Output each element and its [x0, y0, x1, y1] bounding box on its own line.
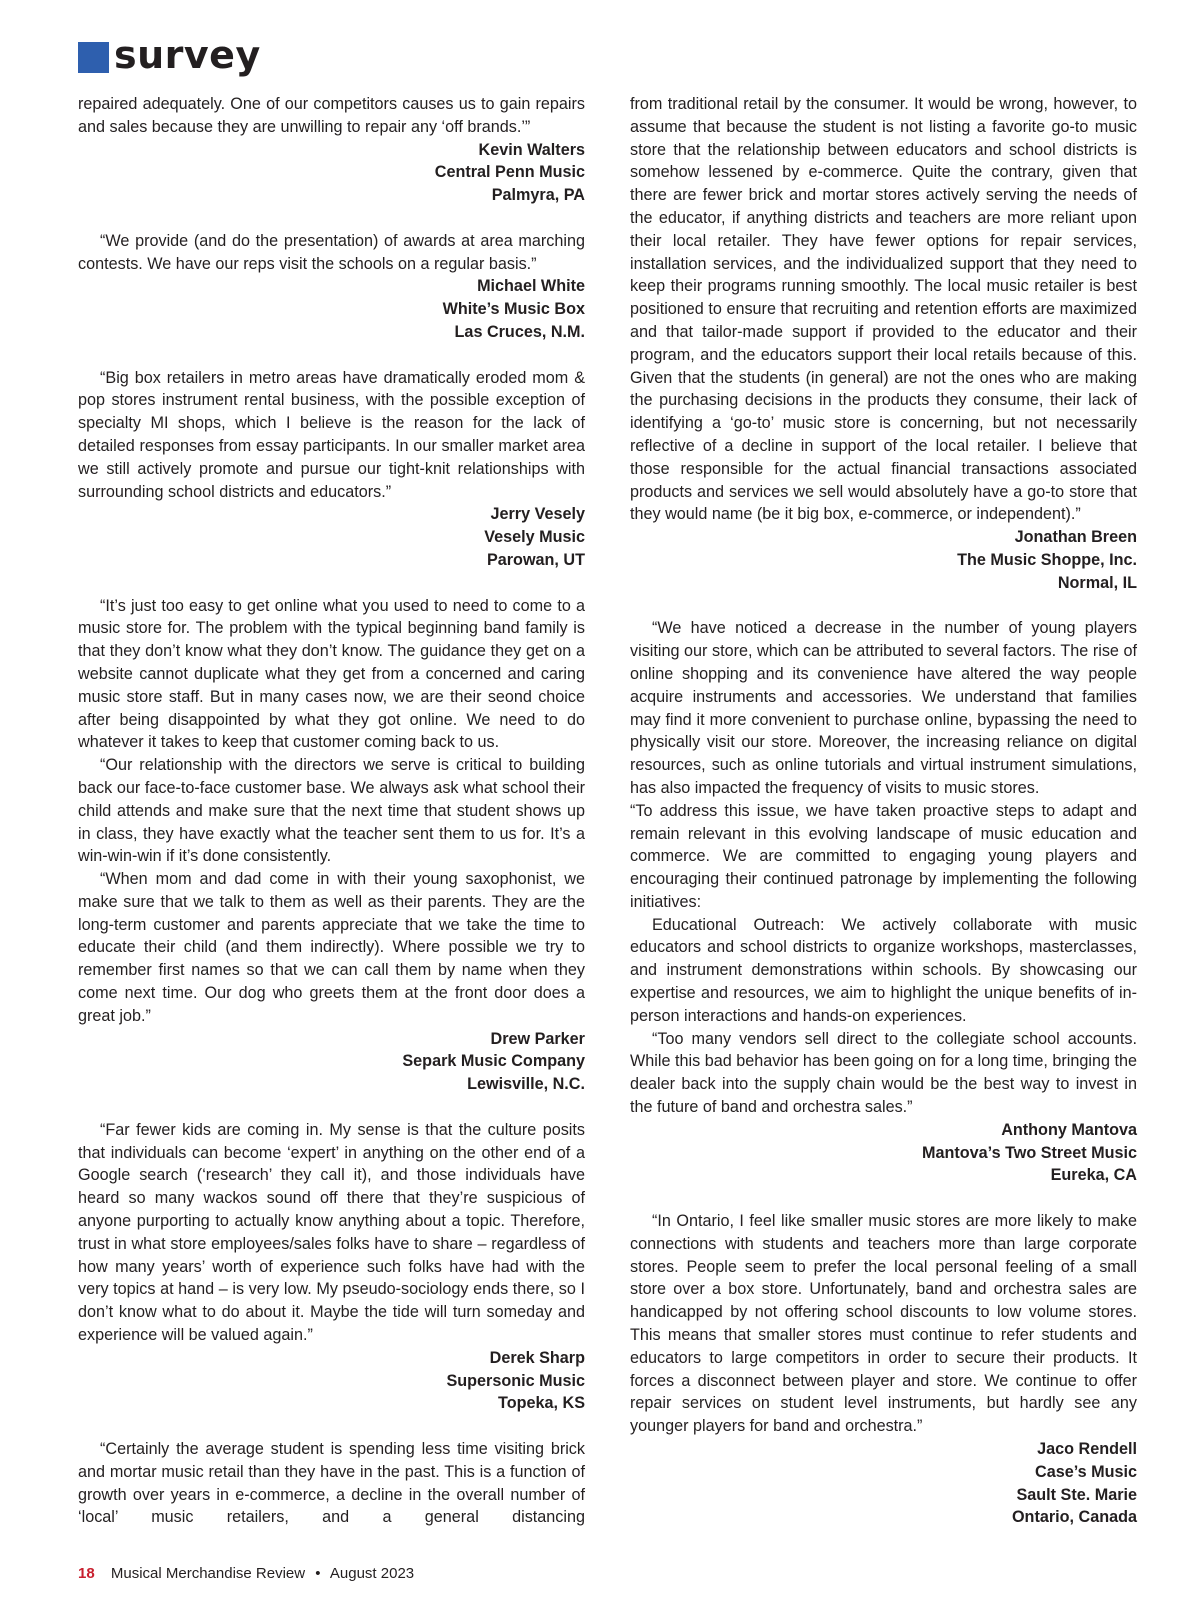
footer-separator: • [315, 1565, 321, 1582]
signature-location: Eureka, CA [1050, 1166, 1137, 1185]
signature-name: Jerry Vesely [490, 505, 585, 524]
signature-location: Ontario, Canada [1011, 1508, 1137, 1527]
signature-name: Kevin Walters [478, 140, 585, 159]
paragraph: “Big box retailers in metro areas have dramatically eroded mom & pop stores instrument rental business, with the possible exception of specialty MI shops, which I believe is the reason for the lack of detailed responses from essay participants. In our smaller market area we still actively promote and pursue our tight-knit relationships with surrounding school districts and educators.” [78, 368, 585, 501]
signature-name: Michael White [477, 277, 585, 296]
paragraph: repaired adequately. One of our competitors causes us to gain repairs and sales because they are unwilling to repair any ‘off brands.’” [78, 95, 585, 136]
signature-michael-white [78, 275, 585, 343]
paragraph: “Our relationship with the directors we serve is critical to building back our face-to-face customer base. We always ask what school their child attends and make sure that the next time that student shows up in class, they have exactly what the teacher sent them to us for. It’s a win-win-win if it’s done consistently. [78, 756, 585, 866]
paragraph: “In Ontario, I feel like smaller music stores are more likely to make connections with students and teachers more than large corporate stores. People seem to prefer the local personal feeling of a small store over a box store. Unfortunately, band and orchestra sales are handicapped by not offering school discounts to low volume stores. This means that smaller stores must continue to refer students and educators to large competitors in order to secure their products. It forces a disconnect between player and store. We continue to offer repair services on student level instruments, but hardly see any younger players for band and orchestra.” [630, 1212, 1137, 1436]
signature-jonathan-breen [630, 526, 1137, 594]
signature-name: Anthony Mantova [1001, 1120, 1137, 1139]
signature-location: Palmyra, PA [491, 186, 585, 205]
signature-company: The Music Shoppe, Inc. [957, 550, 1137, 569]
signature-derek-sharp [78, 1347, 585, 1415]
paragraph: “Far fewer kids are coming in. My sense is that the culture posits that individuals can become ‘expert’ in anything on the other end of a Google search (‘research’ they call it), and those individuals have heard so many wackos sound off there that they’re suspicious of anyone purporting to actually know anything about a topic. Therefore, trust in what store employees/sales folks have to share – regardless of how many years’ worth of experience such folks have had with the very topics at hand – is very low. My pseudo-sociology ends there, so I don’t know what to do about it. Maybe the tide will turn someday and experience will be valued again.” [78, 1120, 585, 1345]
issue-date: August 2023 [329, 1565, 415, 1582]
publication-name: Musical Merchandise Review [110, 1565, 306, 1582]
right-column [630, 93, 1137, 1529]
section-title: survey [114, 33, 261, 77]
paragraph: “We provide (and do the presentation) of awards at area marching contests. We have our reps visit the schools on a regular basis.” [78, 231, 585, 273]
paragraph: “To address this issue, we have taken proactive steps to adapt and remain relevant in this evolving landscape of music education and commerce. We are committed to engaging young players and encouraging their continued patronage by implementing the following initiatives: [630, 801, 1137, 911]
signature-company: Central Penn Music [434, 163, 585, 182]
signature-company: Mantova’s Two Street Music [922, 1143, 1137, 1162]
paragraph: “Certainly the average student is spending less time visiting brick and mortar music retail than they have in the past. This is a function of growth over years in e-commerce, a decline in the overall number of ‘local’ music retailers, and a general distancing [78, 1440, 585, 1527]
signature-location: Normal, IL [1057, 573, 1137, 592]
signature-location: Lewisville, N.C. [467, 1075, 585, 1094]
signature-jerry-vesely [78, 503, 585, 571]
signature-name: Jonathan Breen [1014, 528, 1137, 547]
left-column [78, 93, 585, 1529]
signature-company: Supersonic Music [446, 1371, 585, 1390]
signature-company: Vesely Music [484, 528, 585, 547]
signature-location: Topeka, KS [498, 1394, 585, 1413]
signature-company: Case’s Music [1035, 1462, 1137, 1481]
signature-name: Jaco Rendell [1037, 1440, 1137, 1459]
page-footer [78, 1564, 414, 1584]
paragraph: “It’s just too easy to get online what you used to need to come to a music store for. The problem with the typical beginning band family is that they don’t know what they don’t know. The guidance they get on a website cannot duplicate what they get from a concerned and caring music store staff. But in many cases now, we are their seond choice after being disappointed by what they got online. We need to do whatever it takes to keep that customer coming back to us. [78, 596, 585, 752]
signature-company: White’s Music Box [442, 300, 585, 319]
paragraph: “When mom and dad come in with their young saxophonist, we make sure that we talk to them as well as their parents. They are the long-term customer and parents appreciate that we take the time to educate their child (and them indirectly). Where possible we try to remember first names so that we can call them by name when they come next time. Our dog who greets them at the front door does a great job.” [78, 870, 585, 1025]
signature-anthony-mantova [630, 1119, 1137, 1187]
signature-location: Las Cruces, N.M. [454, 322, 585, 341]
signature-name: Derek Sharp [489, 1348, 585, 1367]
paragraph: “Too many vendors sell direct to the collegiate school accounts. While this bad behavior has been going on for a long time, bringing the dealer back into the supply chain would be the best way to invest in the future of band and orchestra sales.” [630, 1029, 1137, 1117]
signature-kevin-walters [78, 139, 585, 207]
brand-square-icon [78, 42, 109, 73]
signature-name: Drew Parker [490, 1029, 585, 1048]
signature-drew-parker [78, 1028, 585, 1096]
signature-location: Sault Ste. Marie [1016, 1485, 1137, 1504]
signature-location: Parowan, UT [486, 550, 585, 569]
page-number: 18 [78, 1565, 95, 1582]
signature-company: Separk Music Company [402, 1052, 585, 1071]
paragraph: from traditional retail by the consumer. It would be wrong, however, to assume that because the student is not listing a favorite go-to music store that the relationship between educators and school districts is somehow lessened by e-commerce. Quite the contrary, given that there are fewer brick and mortar stores actively serving the needs of the educator, if anything districts and teachers are more reliant upon their local retailer. They have fewer options for repair services, installation services, and the individualized support that they need to keep their programs running smoothly. The local music retailer is best positioned to ensure that recruiting and retention efforts are maximized and that tailor-made support if provided to the educator and their program, and the educators support their local retails because of this. Given that the students (in general) are not the ones who are making the purchasing decisions in the products they consume, their lack of identifying a ‘go-to’ music store is concerning, but not necessarily reflective of a decline in support of the local retailer. I believe that those responsible for the actual financial transactions associated products and services we sell would absolutely have a go-to store that they would name (be it big box, e-commerce, or independent).” [630, 95, 1137, 524]
paragraph: Educational Outreach: We actively collaborate with music educators and school districts to organize workshops, masterclasses, and instrument demonstrations within schools. By showcasing our expertise and resources, we aim to highlight the unique benefits of in-person interactions and hands-on experiences. [630, 915, 1137, 1025]
signature-jaco-rendell [630, 1438, 1137, 1529]
paragraph: “We have noticed a decrease in the number of young players visiting our store, which can be attributed to several factors. The rise of online shopping and its convenience have altered the way people acquire instruments and accessories. We understand that families may find it more convenient to purchase online, bypassing the need to physically visit our store. Moreover, the increasing reliance on digital resources, such as online tutorials and virtual instrument simulations, has also impacted the frequency of visits to music stores. [630, 619, 1137, 797]
